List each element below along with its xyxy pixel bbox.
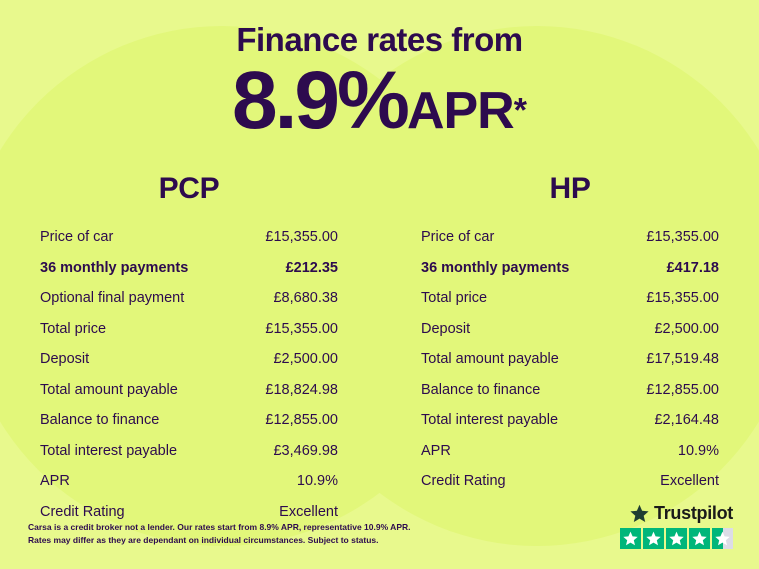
column-title-hp: HP bbox=[549, 172, 591, 206]
row-label: 36 monthly payments bbox=[421, 259, 570, 276]
trustpilot-logo bbox=[613, 503, 733, 524]
row-label: Total amount payable bbox=[421, 351, 559, 368]
row-value: £417.18 bbox=[666, 259, 719, 276]
column-title-pcp: PCP bbox=[158, 172, 220, 206]
row-value: £2,500.00 bbox=[654, 320, 719, 337]
row-label: Deposit bbox=[421, 320, 471, 337]
row-value: Excellent bbox=[279, 503, 338, 520]
finance-column-hp bbox=[409, 172, 731, 527]
table-row bbox=[40, 466, 338, 497]
finance-comparison bbox=[0, 142, 759, 527]
page-title: Finance rates from bbox=[236, 21, 523, 58]
pcp-rows bbox=[28, 222, 350, 527]
row-label: Balance to finance bbox=[40, 412, 160, 429]
disclaimer-line-1: Carsa is a credit broker not a lender. Our rates start from 8.9% APR, representative 10.9% APR. bbox=[28, 521, 411, 532]
row-label: APR bbox=[421, 442, 451, 459]
row-value: £17,519.48 bbox=[646, 351, 719, 368]
rate-unit: APR bbox=[406, 82, 514, 141]
row-value: £12,855.00 bbox=[646, 381, 719, 398]
table-row bbox=[421, 253, 719, 284]
table-row bbox=[421, 344, 719, 375]
row-value: £2,164.48 bbox=[654, 412, 719, 429]
table-row bbox=[40, 253, 338, 284]
row-label: Price of car bbox=[421, 229, 495, 246]
table-row bbox=[40, 283, 338, 314]
row-label: Total price bbox=[40, 320, 107, 337]
row-value: £12,855.00 bbox=[265, 412, 338, 429]
row-value: £15,355.00 bbox=[646, 229, 719, 246]
row-label: Total interest payable bbox=[421, 412, 559, 429]
row-label: Price of car bbox=[40, 229, 114, 246]
table-row bbox=[421, 405, 719, 436]
row-value: £15,355.00 bbox=[646, 290, 719, 307]
trustpilot-name: Trustpilot bbox=[654, 503, 733, 523]
rate-value: 8.9% bbox=[232, 55, 407, 147]
star-icon bbox=[689, 528, 710, 549]
table-row bbox=[40, 375, 338, 406]
row-label: Total price bbox=[421, 290, 488, 307]
headline-rate bbox=[0, 55, 759, 147]
table-row bbox=[421, 314, 719, 345]
trustpilot-rating[interactable] bbox=[613, 503, 733, 549]
table-row bbox=[40, 222, 338, 253]
row-label: Deposit bbox=[40, 351, 90, 368]
row-value: £15,355.00 bbox=[265, 320, 338, 337]
table-row bbox=[40, 436, 338, 467]
row-value: £8,680.38 bbox=[273, 290, 338, 307]
hp-rows bbox=[409, 222, 731, 497]
disclaimer-text bbox=[28, 521, 448, 547]
poster-footer bbox=[0, 495, 759, 569]
row-value: £15,355.00 bbox=[265, 229, 338, 246]
table-row bbox=[421, 375, 719, 406]
row-value: 10.9% bbox=[677, 442, 719, 459]
row-value: £212.35 bbox=[285, 259, 338, 276]
row-value: £2,500.00 bbox=[273, 351, 338, 368]
row-label: APR bbox=[40, 473, 70, 490]
row-label: Credit Rating bbox=[421, 473, 506, 490]
row-value: £3,469.98 bbox=[273, 442, 338, 459]
star-half-icon bbox=[712, 528, 733, 549]
row-label: Total interest payable bbox=[40, 442, 178, 459]
star-icon bbox=[620, 528, 641, 549]
finance-column-pcp bbox=[28, 172, 350, 527]
row-value: Excellent bbox=[660, 473, 719, 490]
asterisk-marker: * bbox=[513, 91, 527, 130]
row-label: Total amount payable bbox=[40, 381, 178, 398]
trustpilot-stars bbox=[613, 528, 733, 549]
table-row bbox=[421, 466, 719, 497]
table-row bbox=[40, 405, 338, 436]
table-row bbox=[40, 314, 338, 345]
row-value: 10.9% bbox=[296, 473, 338, 490]
table-row bbox=[40, 344, 338, 375]
row-label: 36 monthly payments bbox=[40, 259, 189, 276]
table-row bbox=[421, 222, 719, 253]
disclaimer-line-2: Rates may differ as they are dependant on individual circumstances. Subject to status. bbox=[28, 534, 379, 545]
star-icon bbox=[643, 528, 664, 549]
row-label: Credit Rating bbox=[40, 503, 125, 520]
star-icon bbox=[666, 528, 687, 549]
row-label: Balance to finance bbox=[421, 381, 541, 398]
table-row bbox=[421, 283, 719, 314]
star-icon bbox=[630, 504, 649, 523]
row-label: Optional final payment bbox=[40, 290, 185, 307]
table-row bbox=[421, 436, 719, 467]
row-value: £18,824.98 bbox=[265, 381, 338, 398]
